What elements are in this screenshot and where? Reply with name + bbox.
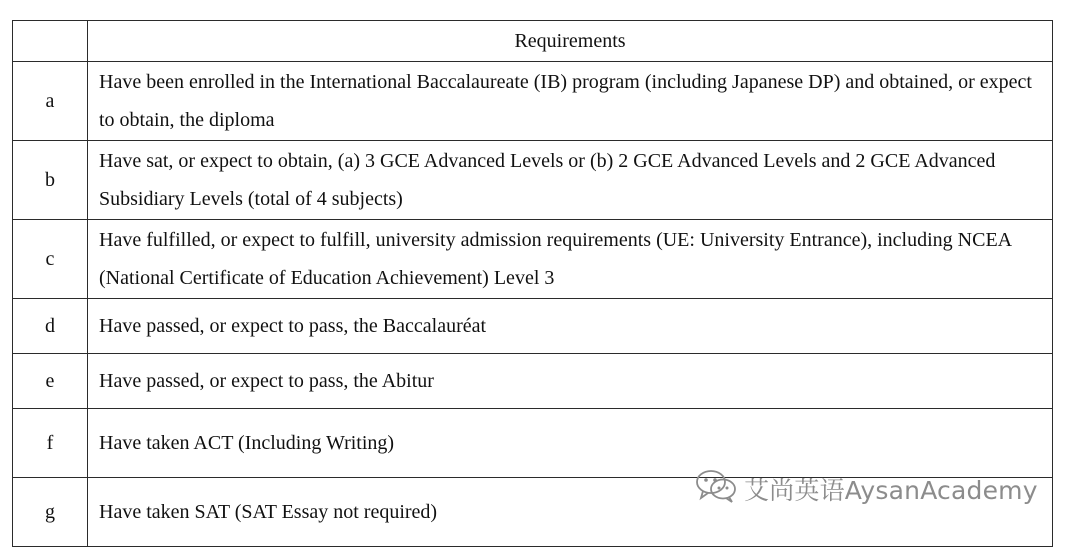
- watermark: [694, 470, 1038, 508]
- table-row: [13, 409, 1053, 478]
- table-row: [13, 354, 1053, 409]
- requirements-table: [12, 20, 1053, 547]
- row-letter: f: [13, 409, 88, 478]
- row-requirement: Have been enrolled in the International Baccalaureate (IB) program (including Japanese DP) and obtained, or expect to obtain, the diploma: [88, 62, 1053, 141]
- table-row: [13, 220, 1053, 299]
- table-row: [13, 299, 1053, 354]
- table-header-row: [13, 21, 1053, 62]
- header-requirements: Requirements: [88, 21, 1053, 62]
- row-requirement: Have passed, or expect to pass, the Baccalauréat: [88, 299, 1053, 354]
- table-row: [13, 141, 1053, 220]
- row-requirement: Have taken SAT (SAT Essay not required): [88, 478, 1053, 547]
- row-requirement: Have sat, or expect to obtain, (a) 3 GCE Advanced Levels or (b) 2 GCE Advanced Levels and 2 GCE Advanced Subsidiary Levels (total of 4 subjects): [88, 141, 1053, 220]
- watermark-text: 艾尚英语AysanAcademy: [744, 476, 1038, 505]
- wechat-icon: [694, 468, 744, 510]
- row-requirement: Have passed, or expect to pass, the Abitur: [88, 354, 1053, 409]
- row-letter: b: [13, 141, 88, 220]
- row-letter: e: [13, 354, 88, 409]
- row-letter: g: [13, 478, 88, 547]
- row-letter: c: [13, 220, 88, 299]
- row-requirement: Have fulfilled, or expect to fulfill, university admission requirements (UE: University Entrance), including NCEA (National Certificate of Education Achievement) Level 3: [88, 220, 1053, 299]
- header-blank-cell: [13, 21, 88, 62]
- row-letter: a: [13, 62, 88, 141]
- row-letter: d: [13, 299, 88, 354]
- row-requirement: Have taken ACT (Including Writing): [88, 409, 1053, 478]
- table-row: [13, 62, 1053, 141]
